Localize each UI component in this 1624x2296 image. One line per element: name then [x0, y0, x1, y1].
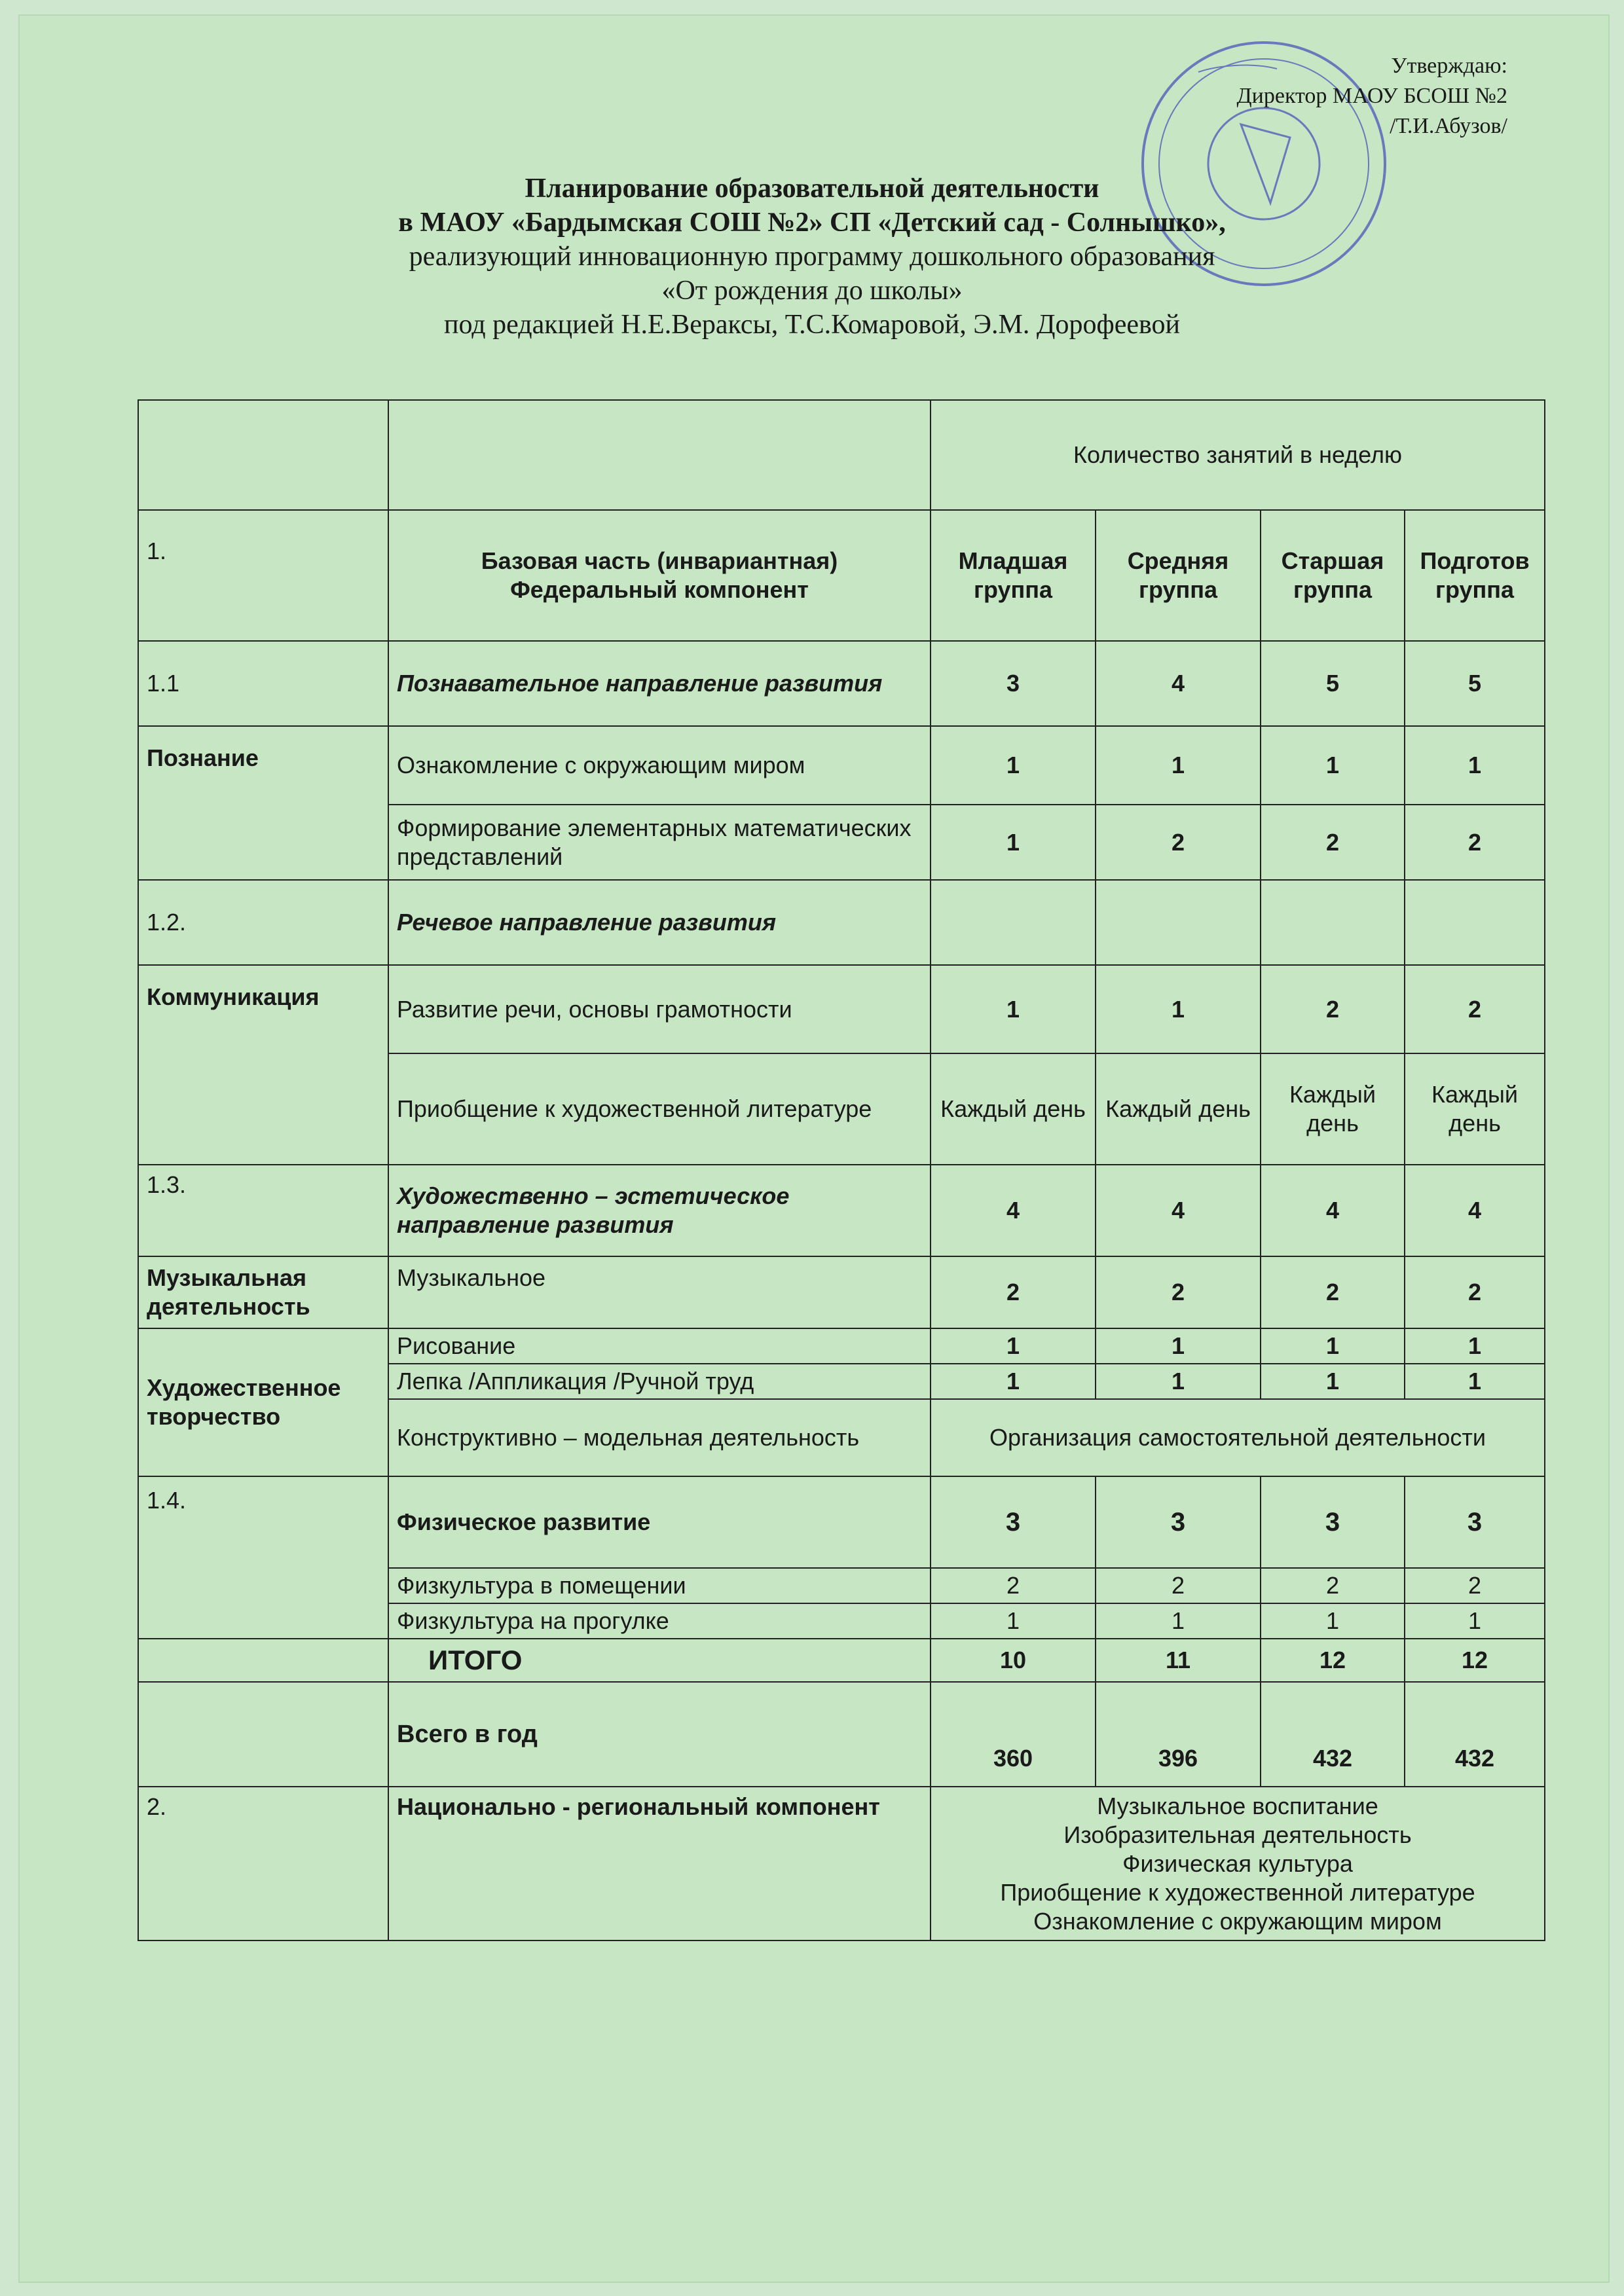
regional-item: Музыкальное воспитание	[1097, 1792, 1378, 1819]
value-cell: 3	[1405, 1476, 1545, 1568]
table-row	[138, 1328, 1545, 1364]
base-part-label-a: Базовая часть (инвариантная)	[481, 547, 838, 574]
value-cell: 396	[1096, 1682, 1261, 1787]
table-row	[138, 965, 1545, 1053]
value-cell: 2	[1096, 1568, 1261, 1603]
table-row	[138, 880, 1545, 965]
regional-row	[138, 1787, 1545, 1941]
value-cell: 2	[1261, 1568, 1405, 1603]
value-cell: 1	[1405, 1364, 1545, 1399]
table-header-row	[138, 400, 1545, 510]
table-row	[138, 1165, 1545, 1256]
area-label: Познание	[138, 726, 388, 880]
value-cell: 1	[1261, 1603, 1405, 1639]
area-label: Художественное творчество	[138, 1328, 388, 1476]
subject-label: Физкультура в помещении	[388, 1568, 931, 1603]
value-cell: 5	[1405, 641, 1545, 726]
regional-item: Изобразительная деятельность	[1063, 1821, 1412, 1848]
title-line-4: «От рождения до школы»	[661, 276, 963, 306]
value-cell: 2	[1261, 805, 1405, 880]
header-weekly-count: Количество занятий в неделю	[931, 400, 1545, 510]
subject-label: Развитие речи, основы грамотности	[388, 965, 931, 1053]
direction-title: Художественно – эстетическое направление развития	[388, 1165, 931, 1256]
area-label: Коммуникация	[138, 965, 388, 1165]
value-cell: 1	[931, 805, 1096, 880]
direction-title: Речевое направление развития	[388, 880, 931, 965]
value-cell: 1	[1096, 1603, 1261, 1639]
value-cell: 3	[1261, 1476, 1405, 1568]
regional-title: Национально - региональный компонент	[388, 1787, 931, 1941]
value-cell: 1	[1405, 1603, 1545, 1639]
subject-label: Музыкальное	[388, 1256, 931, 1328]
value-cell: 1	[1096, 1364, 1261, 1399]
base-part-label	[388, 510, 931, 641]
value-cell: 1	[1405, 1328, 1545, 1364]
approval-line-1: Утверждаю:	[1391, 54, 1507, 78]
table-row	[138, 641, 1545, 726]
subject-label: Конструктивно – модельная деятельность	[388, 1399, 931, 1476]
subject-label: Приобщение к художественной литературе	[388, 1053, 931, 1165]
direction-title: Познавательное направление развития	[388, 641, 931, 726]
regional-item: Физическая культура	[1122, 1850, 1353, 1877]
direction-title: Физическое развитие	[388, 1476, 931, 1568]
value-cell: 1	[1261, 1364, 1405, 1399]
regional-items	[931, 1787, 1545, 1941]
value-cell: 12	[1261, 1639, 1405, 1682]
value-cell: 2	[1096, 1256, 1261, 1328]
title-line-3: реализующий инновационную программу дошкольного образования	[409, 242, 1215, 272]
group-junior: Младшая группа	[931, 510, 1096, 641]
value-cell: 432	[1261, 1682, 1405, 1787]
row-number: 1.4.	[138, 1476, 388, 1639]
table-row	[138, 510, 1545, 641]
value-cell: 1	[931, 726, 1096, 805]
title-line-1: Планирование образовательной деятельности	[525, 173, 1099, 204]
subject-label: Физкультура на прогулке	[388, 1603, 931, 1639]
approval-block	[1236, 51, 1507, 141]
area-label: Музыкальная деятельность	[138, 1256, 388, 1328]
value-cell: 2	[1261, 965, 1405, 1053]
value-cell: 1	[931, 1364, 1096, 1399]
subject-label: Формирование элементарных математических представлений	[388, 805, 931, 880]
approval-line-2: Директор МАОУ БСОШ №2	[1236, 84, 1507, 108]
title-line-5: под редакцией Н.Е.Вераксы, Т.С.Комаровой, Э.М. Дорофеевой	[444, 310, 1180, 340]
value-cell: 12	[1405, 1639, 1545, 1682]
table-row	[138, 1476, 1545, 1568]
value-cell: 1	[1096, 1328, 1261, 1364]
approval-line-3: /Т.И.Абузов/	[1390, 114, 1507, 138]
value-cell: 2	[931, 1256, 1096, 1328]
group-preparatory: Подготов группа	[1405, 510, 1545, 641]
regional-item: Ознакомление с окружающим миром	[1033, 1907, 1442, 1935]
value-cell: 4	[1405, 1165, 1545, 1256]
value-cell: Каждый день	[1261, 1053, 1405, 1165]
value-cell: 4	[931, 1165, 1096, 1256]
regional-item: Приобщение к художественной литературе	[1000, 1878, 1475, 1906]
value-cell: 11	[1096, 1639, 1261, 1682]
value-cell: 10	[931, 1639, 1096, 1682]
plan-table	[138, 399, 1545, 1941]
total-row	[138, 1639, 1545, 1682]
value-cell: 4	[1096, 1165, 1261, 1256]
value-cell: 4	[1096, 641, 1261, 726]
value-cell: 2	[1405, 965, 1545, 1053]
value-cell: 1	[1096, 965, 1261, 1053]
value-cell: 3	[931, 641, 1096, 726]
row-number: 1.2.	[138, 880, 388, 965]
row-number: 1.1	[138, 641, 388, 726]
year-label: Всего в год	[388, 1682, 931, 1787]
value-cell: Каждый день	[931, 1053, 1096, 1165]
group-senior: Старшая группа	[1261, 510, 1405, 641]
value-cell: 2	[931, 1568, 1096, 1603]
group-middle: Средняя группа	[1096, 510, 1261, 641]
title-line-2: в МАОУ «Бардымская СОШ №2» СП «Детский сад - Солнышко»,	[398, 208, 1226, 238]
row-number: 1.	[138, 510, 388, 641]
total-label: ИТОГО	[388, 1639, 931, 1682]
year-row	[138, 1682, 1545, 1787]
value-cell: 1	[1096, 726, 1261, 805]
document-title	[0, 172, 1624, 342]
value-cell: Каждый день	[1096, 1053, 1261, 1165]
value-cell: 432	[1405, 1682, 1545, 1787]
value-cell: 1	[1405, 726, 1545, 805]
table-row	[138, 726, 1545, 805]
value-cell: 2	[1405, 1256, 1545, 1328]
independent-activity-cell: Организация самостоятельной деятельности	[931, 1399, 1545, 1476]
value-cell: 4	[1261, 1165, 1405, 1256]
value-cell: 1	[931, 965, 1096, 1053]
value-cell: 1	[931, 1328, 1096, 1364]
table-row	[138, 1256, 1545, 1328]
subject-label: Ознакомление с окружающим миром	[388, 726, 931, 805]
row-number: 1.3.	[138, 1165, 388, 1256]
row-number: 2.	[138, 1787, 388, 1941]
value-cell: 2	[1405, 805, 1545, 880]
value-cell: Каждый день	[1405, 1053, 1545, 1165]
value-cell: 3	[1096, 1476, 1261, 1568]
value-cell: 2	[1405, 1568, 1545, 1603]
value-cell: 1	[1261, 726, 1405, 805]
value-cell: 2	[1096, 805, 1261, 880]
subject-label: Лепка /Аппликация /Ручной труд	[388, 1364, 931, 1399]
value-cell: 2	[1261, 1256, 1405, 1328]
base-part-label-b: Федеральный компонент	[510, 576, 809, 603]
value-cell: 360	[931, 1682, 1096, 1787]
value-cell: 1	[931, 1603, 1096, 1639]
subject-label: Рисование	[388, 1328, 931, 1364]
value-cell: 1	[1261, 1328, 1405, 1364]
value-cell: 5	[1261, 641, 1405, 726]
value-cell: 3	[931, 1476, 1096, 1568]
